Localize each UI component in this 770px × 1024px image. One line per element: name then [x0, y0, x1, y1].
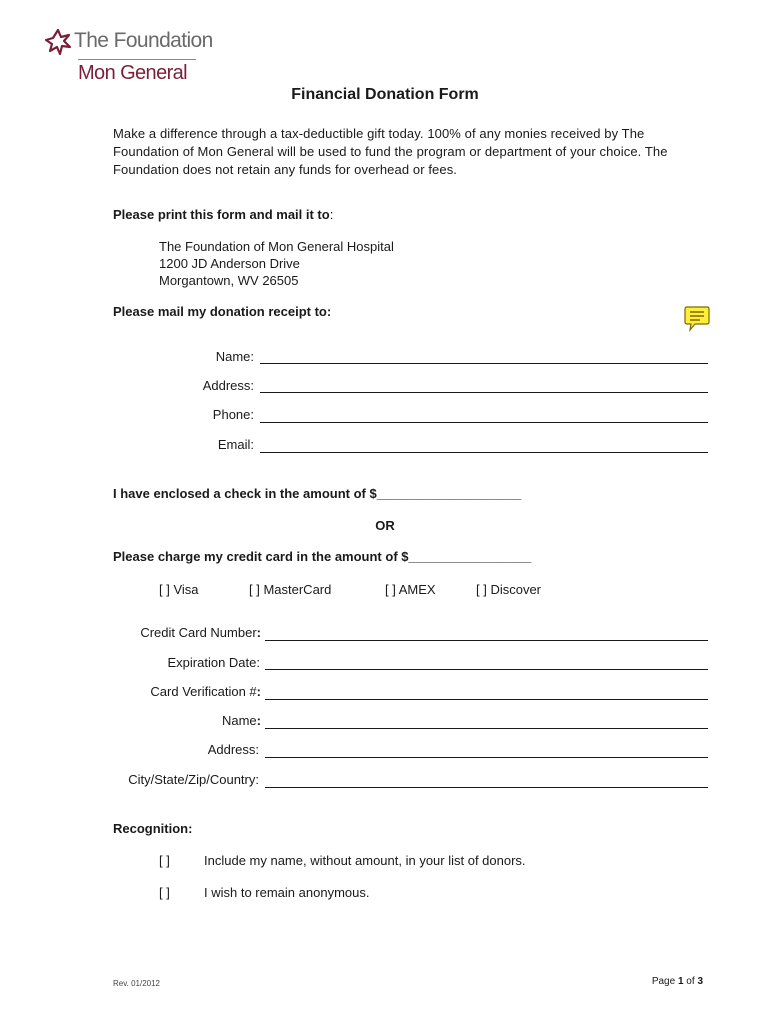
credit-amount-line[interactable]: Please charge my credit card in the amount of $_________________: [113, 549, 532, 564]
logo-text-mon-general: Mon General: [78, 62, 188, 84]
page-title: Financial Donation Form: [291, 86, 479, 103]
intro-paragraph: Make a difference through a tax-deductible gift today. 100% of any monies received by The Foundation of Mon General will be used to fund the program or department of your choice. The Foundation does not retain any funds for overhead or fees.: [113, 126, 668, 177]
revision-date: Rev. 01/2012: [113, 979, 160, 988]
page-number: Page 1 of 3: [651, 976, 703, 987]
verification-label: Card Verification #:: [150, 684, 261, 699]
receipt-name-field[interactable]: [260, 363, 708, 364]
receipt-address-field[interactable]: [260, 392, 708, 393]
foundation-star-logo-icon: [44, 28, 72, 56]
verification-field[interactable]: [265, 699, 708, 700]
recognition-checkbox-include[interactable]: [ ]: [159, 853, 170, 868]
city-state-zip-field[interactable]: [265, 787, 708, 788]
or-divider: OR: [375, 518, 395, 533]
receipt-phone-label: Phone:: [212, 407, 254, 422]
receipt-name-label: Name:: [215, 349, 254, 364]
card-name-label: Name:: [221, 713, 261, 728]
card-name-field[interactable]: [265, 728, 708, 729]
address-line: Morgantown, WV 26505: [159, 273, 299, 288]
card-number-label: Credit Card Number:: [140, 625, 261, 640]
city-state-zip-label: City/State/Zip/Country:: [128, 772, 259, 787]
recognition-heading: Recognition:: [113, 821, 193, 836]
mail-heading: Please print this form and mail it to:: [113, 207, 334, 222]
receipt-address-label: Address:: [202, 378, 254, 393]
card-address-label: Address:: [207, 742, 259, 757]
mailing-address: [159, 238, 394, 289]
card-address-field[interactable]: [265, 757, 708, 758]
card-option-amex[interactable]: [ ] AMEX: [385, 582, 436, 597]
recognition-option-anonymous: I wish to remain anonymous.: [204, 885, 370, 900]
card-option-visa[interactable]: [ ] Visa: [159, 582, 199, 597]
receipt-heading: Please mail my donation receipt to:: [113, 304, 332, 319]
expiration-field[interactable]: [265, 669, 708, 670]
comment-icon[interactable]: [684, 304, 710, 332]
logo-text-foundation: The Foundation: [74, 29, 213, 52]
card-number-field[interactable]: [265, 640, 708, 641]
receipt-email-field[interactable]: [260, 452, 708, 453]
check-amount-line[interactable]: I have enclosed a check in the amount of $____________________: [113, 486, 522, 501]
expiration-label: Expiration Date:: [167, 655, 260, 670]
logo-divider: [78, 59, 196, 60]
recognition-checkbox-anonymous[interactable]: [ ]: [159, 885, 170, 900]
receipt-phone-field[interactable]: [260, 422, 708, 423]
recognition-option-include: Include my name, without amount, in your list of donors.: [204, 853, 526, 868]
card-option-discover[interactable]: [ ] Discover: [476, 582, 542, 597]
address-line: 1200 JD Anderson Drive: [159, 256, 300, 271]
card-option-mastercard[interactable]: [ ] MasterCard: [249, 582, 332, 597]
address-line: The Foundation of Mon General Hospital: [159, 239, 394, 254]
receipt-email-label: Email:: [217, 437, 254, 452]
